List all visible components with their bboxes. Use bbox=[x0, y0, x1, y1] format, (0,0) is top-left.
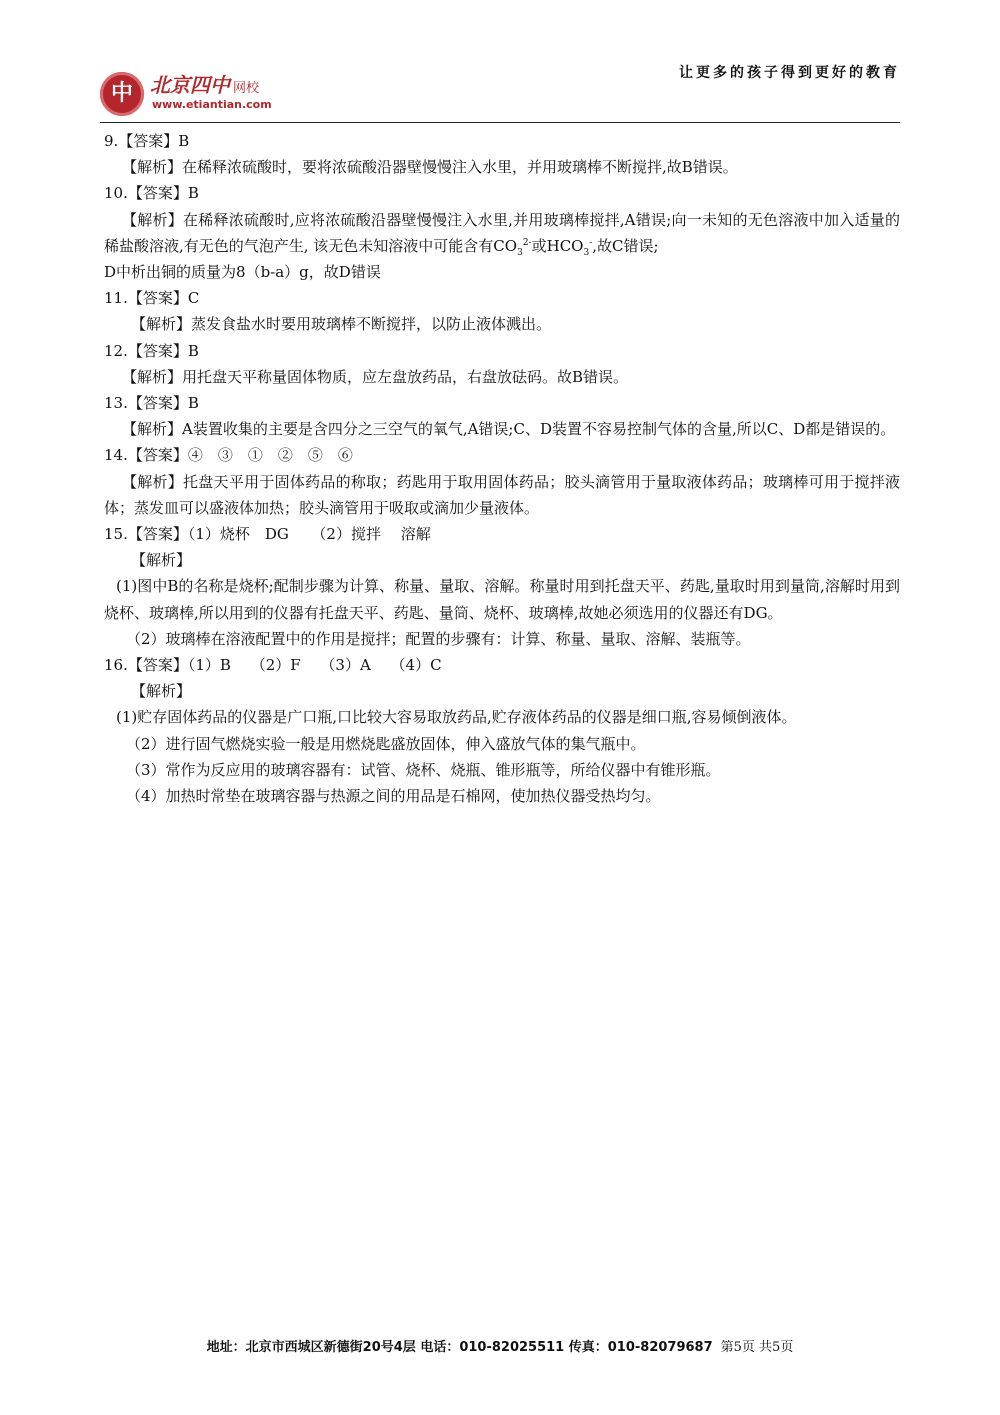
analysis-q10: 【解析】在稀释浓硫酸时,应将浓硫酸沿器壁慢慢注入水里,并用玻璃棒搅拌,A错误;向一未知的无色溶液中加入适量的稀盐酸溶液,有无色的气泡产生, 该无色未知溶液中可能含有$CO_3^{2-}$或$HCO_3^-$,故C错误; bbox=[104, 210, 900, 258]
logo-name: 北京四中 bbox=[150, 73, 230, 97]
header-slogan: 让更多的孩子得到更好的教育 bbox=[679, 65, 900, 81]
analysis-q10-cont: D中析出铜的质量为8（b-a）g，故D错误 bbox=[104, 263, 381, 282]
header-divider bbox=[100, 122, 900, 123]
answer-q9: 9.【答案】B bbox=[104, 132, 190, 150]
footer-address: 地址：北京市西城区新德街20号4层 电话：010-82025511 传真：010-82079687 bbox=[206, 1340, 713, 1355]
answer-q10: 10.【答案】B bbox=[104, 184, 199, 203]
analysis-q16-part4: （4）加热时常垫在玻璃容器与热源之间的用品是石棉网，使加热仪器受热均匀。 bbox=[126, 787, 661, 806]
analysis-q16-part1: (1)贮存固体药品的仪器是广口瓶,口比较大容易取放药品,贮存液体药品的仪器是细口瓶,容易倾倒液体。 bbox=[116, 708, 797, 727]
analysis-q15-part1: (1)图中B的名称是烧杯;配制步骤为计算、称量、量取、溶解。称量时用到托盘天平、药匙,量取时用到量筒,溶解时用到烧杯、玻璃棒,所以用到的仪器有托盘天平、药匙、量筒、烧杯、玻璃棒,故她必须选用的仪器还有DG。 bbox=[104, 577, 900, 622]
analysis-q13: 【解析】A装置收集的主要是含四分之三空气的氧气,A错误;C、D装置不容易控制气体的含量,所以C、D都是错误的。 bbox=[122, 420, 896, 439]
analysis-q12: 【解析】用托盘天平称量固体物质，应左盘放药品，右盘放砝码。故B错误。 bbox=[122, 367, 629, 386]
answer-q11: 11.【答案】C bbox=[104, 289, 200, 308]
page-header bbox=[100, 56, 900, 126]
answer-q12: 12.【答案】B bbox=[104, 341, 199, 360]
analysis-q15-part2: （2）玻璃棒在溶液配置中的作用是搅拌；配置的步骤有：计算、称量、量取、溶解、装瓶等。 bbox=[126, 629, 751, 648]
analysis-q11: 【解析】蒸发食盐水时要用玻璃棒不断搅拌，以防止液体溅出。 bbox=[131, 315, 552, 334]
logo-url: www.etiantian.com bbox=[152, 98, 272, 111]
analysis-q16-part2: （2）进行固气燃烧实验一般是用燃烧匙盛放固体，伸入盛放气体的集气瓶中。 bbox=[126, 734, 646, 753]
analysis-q15-heading: 【解析】 bbox=[131, 551, 192, 570]
answer-q16: 16.【答案】（1）B （2）F （3）A （4）C bbox=[104, 656, 442, 675]
answer-q13: 13.【答案】B bbox=[104, 394, 199, 413]
answer-q15: 15.【答案】（1）烧杯 DG （2）搅拌 溶解 bbox=[104, 525, 431, 544]
analysis-q16-heading: 【解析】 bbox=[131, 682, 192, 701]
logo-seal-icon: 中 bbox=[100, 72, 144, 116]
page-footer bbox=[0, 1336, 1000, 1355]
answer-q14: 14.【答案】④ ③ ① ② ⑤ ⑥ bbox=[104, 446, 353, 465]
analysis-q16-part3: （3）常作为反应用的玻璃容器有：试管、烧杯、烧瓶、锥形瓶等，所给仪器中有锥形瓶。 bbox=[126, 760, 721, 779]
analysis-q14: 【解析】托盘天平用于固体药品的称取；药匙用于取用固体药品；胶头滴管用于量取液体药品；玻璃棒可用于搅拌液体；蒸发皿可以盛液体加热；胶头滴管用于吸取或滴加少量液体。 bbox=[104, 472, 900, 517]
page-number: 第5页 共5页 bbox=[720, 1340, 794, 1355]
school-logo bbox=[100, 72, 300, 122]
answer-content bbox=[104, 128, 900, 809]
logo-subname: 网校 bbox=[233, 81, 260, 96]
analysis-q9: 【解析】在稀释浓硫酸时，要将浓硫酸沿器壁慢慢注入水里，并用玻璃棒不断搅拌,故B错误。 bbox=[122, 158, 738, 177]
